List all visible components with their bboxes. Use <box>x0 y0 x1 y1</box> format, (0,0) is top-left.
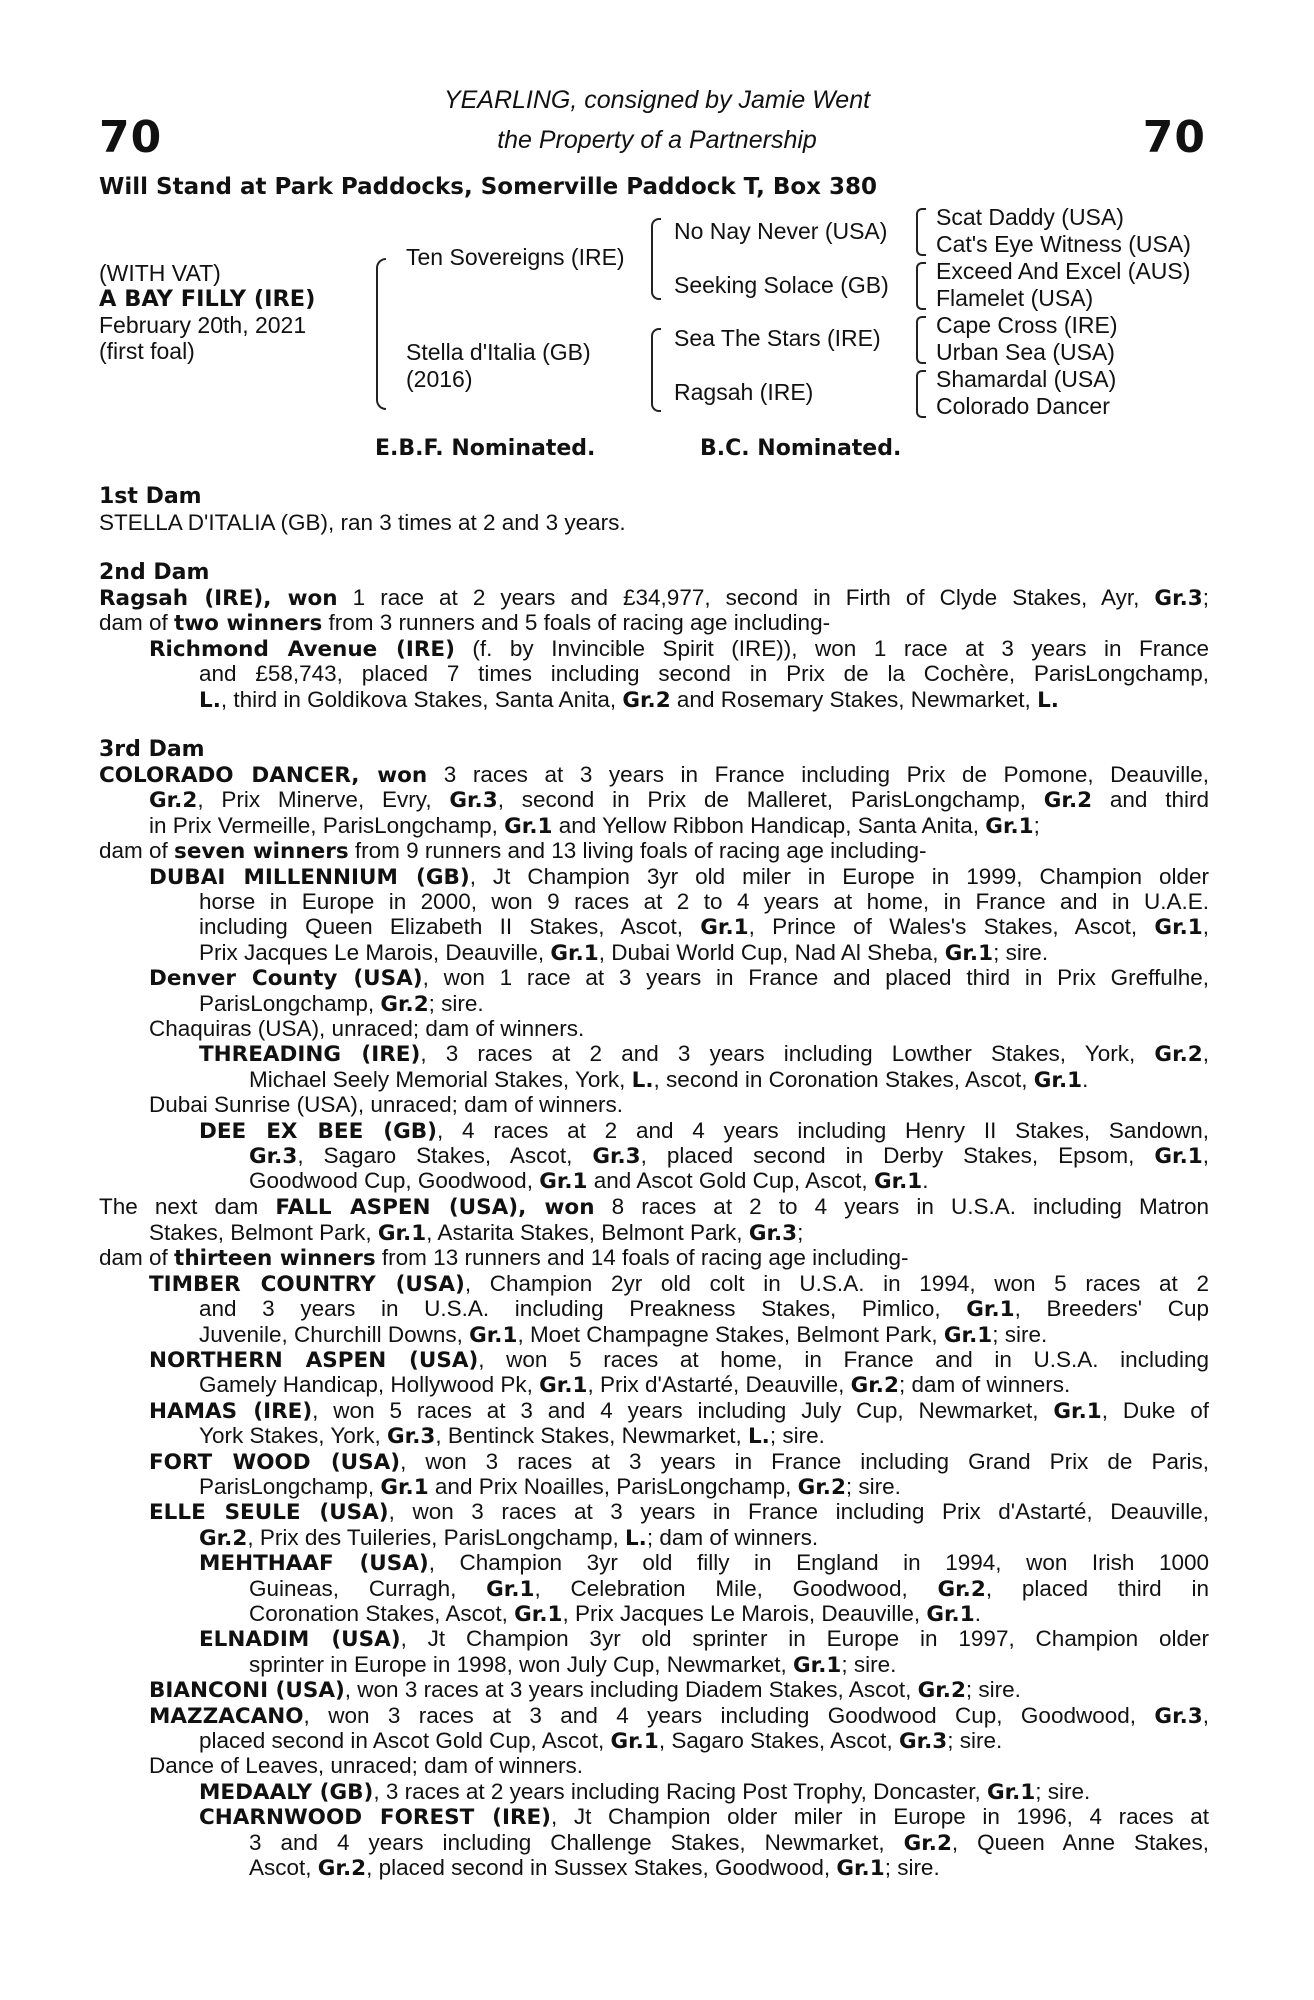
brace-sd <box>916 262 926 310</box>
record-line <box>149 965 1209 991</box>
text: , Breeders' Cup <box>1014 1296 1209 1322</box>
horse-dob: February 20th, 2021 <box>99 312 307 338</box>
bold-text: Gr.1 <box>486 1576 535 1602</box>
record-line <box>199 940 1209 966</box>
text: and third <box>1092 787 1209 813</box>
text: , Sagaro Stakes, Ascot, <box>297 1143 593 1168</box>
bold-text: seven winners <box>174 839 349 865</box>
bold-text: Gr.2 <box>903 1830 952 1856</box>
text: Coronation Stakes, Ascot, <box>249 1601 515 1626</box>
sire-line-brace <box>651 218 661 300</box>
text: ParisLongchamp, <box>199 990 381 1016</box>
bold-text: Gr.2 <box>622 687 671 713</box>
text: ; <box>1202 585 1209 610</box>
bold-text: two winners <box>174 611 323 637</box>
bold-text: Gr.1 <box>1154 1144 1203 1169</box>
bold-text: Richmond Avenue (IRE) <box>149 636 455 662</box>
text: The next dam <box>99 1193 276 1219</box>
bold-text: Gr.1 <box>836 1856 885 1881</box>
text: York Stakes, York, <box>199 1423 388 1449</box>
bold-text: Gr.1 <box>986 1779 1036 1805</box>
record-line <box>99 1194 1209 1220</box>
text: and Prix Noailles, ParisLongchamp, <box>428 1474 798 1499</box>
text: , Jt Champion 3yr old miler in Europe in 1999, Champion older <box>469 863 1210 889</box>
text: and Rosemary Stakes, Newmarket, <box>670 686 1038 712</box>
bold-text: L. <box>631 1067 654 1093</box>
bold-text: Gr.3 <box>898 1729 948 1754</box>
bold-text: thirteen winners <box>174 1246 376 1272</box>
record-line <box>199 1423 1209 1449</box>
sire: Ten Sovereigns (IRE) <box>406 244 625 270</box>
bold-text: Gr.1 <box>944 940 994 966</box>
text: , Astarita Stakes, Belmont Park, <box>426 1220 749 1245</box>
text: , won 3 races at 3 years in France including Prix d'Astarté, Deauville, <box>388 1499 1209 1525</box>
record-line <box>249 1830 1209 1856</box>
text: ; <box>1033 812 1040 838</box>
brace-dd <box>916 370 926 418</box>
record-line <box>199 1118 1209 1144</box>
record-line <box>149 813 1209 839</box>
text: , Dubai World Cup, Nad Al Sheba, <box>598 939 945 965</box>
text: , second in Prix de Malleret, ParisLongchamp, <box>497 787 1044 813</box>
record-line <box>199 1041 1209 1067</box>
bold-text: Gr.2 <box>1043 788 1093 814</box>
text: from 3 runners and 5 foals of racing age including- <box>322 610 831 636</box>
record-line <box>199 1296 1209 1322</box>
text: ; sire. <box>428 990 484 1016</box>
lot-number-right: 70 <box>1142 112 1206 163</box>
text: , placed second in Sussex Stakes, Goodwood, <box>366 1855 837 1880</box>
record-line <box>149 787 1209 813</box>
record-line <box>249 1601 1209 1627</box>
horse-name: A BAY FILLY (IRE) <box>99 286 316 312</box>
text: ; sire. <box>841 1651 897 1677</box>
text: , Champion 3yr old filly in England in 1994, won Irish 1000 <box>428 1550 1210 1576</box>
text: 1 race at 2 years and £34,977, second in Firth of Clyde Stakes, Ayr, <box>337 585 1155 610</box>
bold-text: Gr.1 <box>1154 915 1203 941</box>
dam-dam: Ragsah (IRE) <box>674 379 814 405</box>
text: ; dam of winners. <box>898 1372 1071 1398</box>
bold-text: MEDAALY (GB) <box>199 1779 374 1805</box>
text: from 9 runners and 13 living foals of racing age including- <box>348 838 927 864</box>
first-dam-heading: 1st Dam <box>99 484 202 509</box>
record-line <box>249 1576 1209 1602</box>
text: . <box>1082 1066 1089 1092</box>
record-line <box>99 1245 1209 1271</box>
text: dam of <box>99 610 175 636</box>
bold-text: Gr.1 <box>539 1169 588 1195</box>
sire-dam-dam: Flamelet (USA) <box>936 285 1094 311</box>
text: 3 and 4 years including Challenge Stakes, Newmarket, <box>249 1829 904 1855</box>
text: , Prix Jacques Le Marois, Deauville, <box>562 1601 927 1626</box>
dam-year: (2016) <box>406 366 473 392</box>
bold-text: Gr.1 <box>943 1322 993 1348</box>
text: , second in Coronation Stakes, Ascot, <box>653 1066 1034 1092</box>
text: ; <box>797 1220 804 1245</box>
text: , <box>1202 1041 1209 1067</box>
record-line <box>249 1067 1209 1093</box>
text: , Queen Anne Stakes, <box>951 1829 1209 1855</box>
bold-text: Gr.1 <box>966 1297 1015 1323</box>
text: Stakes, Belmont Park, <box>149 1220 378 1245</box>
record-line <box>249 1168 1209 1194</box>
brace-ds <box>916 316 926 364</box>
text: , Prix Minerve, Evry, <box>197 787 450 813</box>
text: (f. by Invincible Spirit (IRE)), won 1 race at 3 years in France <box>454 635 1209 661</box>
record-line <box>149 1016 1209 1041</box>
text: , won 5 races at home, in France and in U.S.A. including <box>478 1347 1209 1372</box>
third-dam-heading: 3rd Dam <box>99 737 205 762</box>
text: , Duke of <box>1101 1397 1210 1423</box>
text: Goodwood Cup, Goodwood, <box>249 1168 540 1194</box>
bold-text: L. <box>624 1525 647 1551</box>
dam-line-brace <box>651 328 661 412</box>
dam: Stella d'Italia (GB) <box>406 339 591 365</box>
bold-text: Gr.1 <box>514 1602 563 1627</box>
record-line <box>149 1449 1209 1475</box>
bold-text: BIANCONI (USA) <box>149 1678 345 1704</box>
stand-location: Will Stand at Park Paddocks, Somerville Paddock T, Box 380 <box>99 174 878 200</box>
dam-sire-sire: Cape Cross (IRE) <box>936 312 1118 338</box>
text: , won 1 race at 3 years in France and placed third in Prix Greffulhe, <box>422 965 1209 991</box>
bold-text: Gr.2 <box>149 788 198 814</box>
record-line <box>149 1677 1209 1703</box>
dam-dam-dam: Colorado Dancer <box>936 393 1110 419</box>
text: , third in Goldikova Stakes, Santa Anita, <box>220 686 623 712</box>
text: STELLA D'ITALIA (GB), ran 3 times at 2 and 3 years. <box>99 510 626 535</box>
text: , Jt Champion older miler in Europe in 1996, 4 races at <box>551 1804 1209 1830</box>
text: , Jt Champion 3yr old sprinter in Europe in 1997, Champion older <box>400 1626 1209 1652</box>
text: ; dam of winners. <box>646 1524 819 1550</box>
foal-note: (first foal) <box>99 338 195 364</box>
brace-ss <box>916 208 926 256</box>
record-line <box>199 1372 1209 1398</box>
bold-text: L. <box>199 687 221 713</box>
record-line <box>199 914 1209 940</box>
text: ; sire. <box>769 1423 825 1449</box>
text: , won 3 races at 3 and 4 years including Goodwood Cup, Goodwood, <box>303 1702 1155 1728</box>
lot-number-left: 70 <box>99 112 163 163</box>
sire-dam: Seeking Solace (GB) <box>674 272 889 298</box>
text: Dubai Sunrise (USA), unraced; dam of winners. <box>149 1092 623 1118</box>
bold-text: Gr.3 <box>249 1144 298 1169</box>
record-line <box>149 1220 1209 1246</box>
text: from 13 runners and 14 foals of racing age including- <box>375 1245 909 1271</box>
record-line <box>149 1703 1209 1729</box>
record-line <box>149 1271 1209 1297</box>
bold-text: Gr.2 <box>797 1475 846 1500</box>
text: Guineas, Curragh, <box>249 1575 487 1601</box>
bold-text: Gr.2 <box>1154 1042 1203 1068</box>
text: , 3 races at 2 and 3 years including Lowther Stakes, York, <box>420 1041 1155 1067</box>
record-line <box>149 1092 1209 1117</box>
record-line <box>249 1143 1209 1169</box>
text: and Ascot Gold Cup, Ascot, <box>587 1168 874 1194</box>
bold-text: Gr.2 <box>917 1678 966 1704</box>
bold-text: Gr.3 <box>1154 1703 1203 1729</box>
dam-sire: Sea The Stars (IRE) <box>674 325 881 351</box>
bold-text: Gr.1 <box>610 1729 659 1754</box>
text: Prix Jacques Le Marois, Deauville, <box>199 939 551 965</box>
text: ; sire. <box>993 939 1049 965</box>
record-line <box>199 1550 1209 1576</box>
sire-sire: No Nay Never (USA) <box>674 218 888 244</box>
text: ; sire. <box>992 1321 1048 1347</box>
bold-text: Denver County (USA) <box>149 966 423 992</box>
record-line <box>99 585 1209 611</box>
bold-text: Ragsah (IRE), won <box>99 586 338 611</box>
record-line <box>199 1525 1209 1551</box>
ebf-nomination: E.B.F. Nominated. <box>375 436 596 461</box>
bold-text: MEHTHAAF (USA) <box>199 1551 429 1577</box>
bold-text: Gr.1 <box>550 940 599 966</box>
pedigree-brace <box>376 258 386 410</box>
text: , 4 races at 2 and 4 years including Henry II Stakes, Sandown, <box>437 1117 1209 1143</box>
vat-note: (WITH VAT) <box>99 260 221 286</box>
text: , placed second in Derby Stakes, Epsom, <box>640 1143 1155 1168</box>
text: , Celebration Mile, Goodwood, <box>534 1575 938 1601</box>
bold-text: Gr.1 <box>1053 1398 1102 1424</box>
record-line <box>199 661 1209 686</box>
bold-text: Gr.3 <box>748 1221 798 1246</box>
bold-text: Gr.3 <box>387 1424 436 1450</box>
record-line <box>199 1474 1209 1500</box>
text: Juvenile, Churchill Downs, <box>199 1321 470 1347</box>
bold-text: Gr.1 <box>504 813 553 839</box>
bold-text: TIMBER COUNTRY (USA) <box>149 1271 465 1297</box>
text: sprinter in Europe in 1998, won July Cup, Newmarket, <box>249 1651 794 1677</box>
text: , Sagaro Stakes, Ascot, <box>658 1728 899 1753</box>
text: Chaquiras (USA), unraced; dam of winners. <box>149 1016 585 1041</box>
text: ; sire. <box>965 1677 1021 1703</box>
record-line <box>199 687 1209 713</box>
record-line <box>199 1322 1209 1348</box>
sire-dam-sire: Exceed And Excel (AUS) <box>936 258 1191 284</box>
text: and £58,743, placed 7 times including second in Prix de la Cochère, ParisLongchamp, <box>199 661 1209 687</box>
text: Ascot, <box>249 1855 318 1880</box>
text: , Champion 2yr old colt in U.S.A. in 1994, won 5 races at 2 <box>464 1270 1209 1296</box>
bold-text: Gr.2 <box>937 1576 986 1602</box>
bold-text: ELLE SEULE (USA) <box>149 1500 389 1526</box>
record-line <box>99 510 1209 535</box>
bold-text: HAMAS (IRE) <box>149 1398 313 1424</box>
bold-text: Gr.1 <box>539 1373 588 1399</box>
text: , Moet Champagne Stakes, Belmont Park, <box>517 1321 944 1347</box>
text: , Prince of Wales's Stakes, Ascot, <box>748 914 1155 940</box>
bold-text: Gr.2 <box>199 1525 248 1551</box>
record-line <box>99 762 1209 788</box>
bold-text: Gr.1 <box>1033 1067 1083 1093</box>
record-line <box>199 1804 1209 1830</box>
record-line <box>199 1728 1209 1754</box>
text: 8 races at 2 to 4 years in U.S.A. including Matron <box>594 1193 1209 1219</box>
bold-text: NORTHERN ASPEN (USA) <box>149 1348 479 1373</box>
property-line: the Property of a Partnership <box>497 126 817 154</box>
sire-sire-sire: Scat Daddy (USA) <box>936 204 1124 230</box>
record-line <box>149 1499 1209 1525</box>
text: ; sire. <box>1035 1778 1091 1804</box>
bold-text: COLORADO DANCER, won <box>99 763 428 788</box>
text: dam of <box>99 838 175 864</box>
bold-text: MAZZACANO <box>149 1703 304 1729</box>
text: and 3 years in U.S.A. including Preakness Stakes, Pimlico, <box>199 1296 967 1322</box>
text: , won 3 races at 3 years including Diadem Stakes, Ascot, <box>344 1677 918 1703</box>
record-line <box>99 838 1209 864</box>
text: , <box>1202 1702 1209 1728</box>
bc-nomination: B.C. Nominated. <box>700 436 902 461</box>
bold-text: Gr.1 <box>926 1602 975 1627</box>
text: , 3 races at 2 years including Racing Post Trophy, Doncaster, <box>373 1778 987 1804</box>
text: , won 3 races at 3 years in France including Grand Prix de Paris, <box>400 1448 1209 1474</box>
text: , placed third in <box>985 1575 1209 1601</box>
text: ParisLongchamp, <box>199 1474 381 1499</box>
bold-text: Gr.1 <box>985 813 1034 839</box>
bold-text: CHARNWOOD FOREST (IRE) <box>199 1805 552 1831</box>
dam-sire-dam: Urban Sea (USA) <box>936 339 1115 365</box>
text: . <box>974 1601 981 1626</box>
text: ; sire. <box>884 1855 940 1880</box>
text: dam of <box>99 1245 175 1271</box>
text: , <box>1202 1143 1209 1168</box>
bold-text: Gr.2 <box>317 1856 367 1881</box>
record-line <box>99 610 1209 636</box>
bold-text: Gr.1 <box>469 1322 518 1348</box>
bold-text: THREADING (IRE) <box>199 1042 421 1068</box>
record-line <box>199 1626 1209 1652</box>
bold-text: Gr.3 <box>1154 586 1203 611</box>
bold-text: Gr.1 <box>377 1221 427 1246</box>
text: ; sire. <box>947 1728 1003 1753</box>
record-line <box>149 1398 1209 1424</box>
consignment-line: YEARLING, consigned by Jamie Went <box>443 86 871 114</box>
text: , Prix des Tuileries, ParisLongchamp, <box>247 1524 625 1550</box>
text: . <box>922 1168 929 1194</box>
record-line <box>199 1779 1209 1805</box>
record-line <box>199 991 1209 1017</box>
text: , Prix d'Astarté, Deauville, <box>587 1372 851 1398</box>
record-line <box>249 1855 1209 1881</box>
bold-text: Gr.1 <box>700 915 749 941</box>
bold-text: Gr.2 <box>380 991 429 1017</box>
text: , Bentinck Stakes, Newmarket, <box>435 1423 748 1449</box>
text: in Prix Vermeille, ParisLongchamp, <box>149 812 505 838</box>
dam-dam-sire: Shamardal (USA) <box>936 366 1117 392</box>
bold-text: FALL ASPEN (USA), won <box>275 1194 595 1220</box>
bold-text: FORT WOOD (USA) <box>149 1449 401 1475</box>
text: ; sire. <box>845 1474 901 1499</box>
record-line <box>249 1652 1209 1678</box>
text: Dance of Leaves, unraced; dam of winners. <box>149 1753 583 1779</box>
text: , <box>1202 914 1209 940</box>
bold-text: L. <box>1037 687 1059 713</box>
bold-text: DUBAI MILLENNIUM (GB) <box>149 864 470 890</box>
sire-sire-dam: Cat's Eye Witness (USA) <box>936 231 1191 257</box>
text: 3 races at 3 years in France including Prix de Pomone, Deauville, <box>427 762 1209 787</box>
text: , won 5 races at 3 and 4 years including July Cup, Newmarket, <box>312 1397 1054 1423</box>
text: and Yellow Ribbon Handicap, Santa Anita, <box>552 812 986 838</box>
bold-text: Gr.3 <box>449 788 498 814</box>
record-line <box>149 1753 1209 1778</box>
record-line <box>149 636 1209 662</box>
text: placed second in Ascot Gold Cup, Ascot, <box>199 1728 611 1753</box>
second-dam-heading: 2nd Dam <box>99 560 210 585</box>
bold-text: Gr.1 <box>380 1475 429 1500</box>
record-line <box>199 889 1209 914</box>
bold-text: Gr.2 <box>850 1373 899 1399</box>
bold-text: DEE EX BEE (GB) <box>199 1118 437 1144</box>
bold-text: L. <box>747 1424 770 1450</box>
bold-text: ELNADIM (USA) <box>199 1627 401 1653</box>
record-line <box>149 1347 1209 1373</box>
record-line <box>149 864 1209 890</box>
text: Michael Seely Memorial Stakes, York, <box>249 1066 632 1092</box>
text: including Queen Elizabeth II Stakes, Ascot, <box>199 914 701 940</box>
text: Gamely Handicap, Hollywood Pk, <box>199 1372 540 1398</box>
bold-text: Gr.3 <box>592 1144 641 1169</box>
bold-text: Gr.1 <box>793 1652 842 1678</box>
text: horse in Europe in 2000, won 9 races at 2 to 4 years at home, in France and in U.A.E. <box>199 889 1209 914</box>
bold-text: Gr.1 <box>873 1169 923 1195</box>
